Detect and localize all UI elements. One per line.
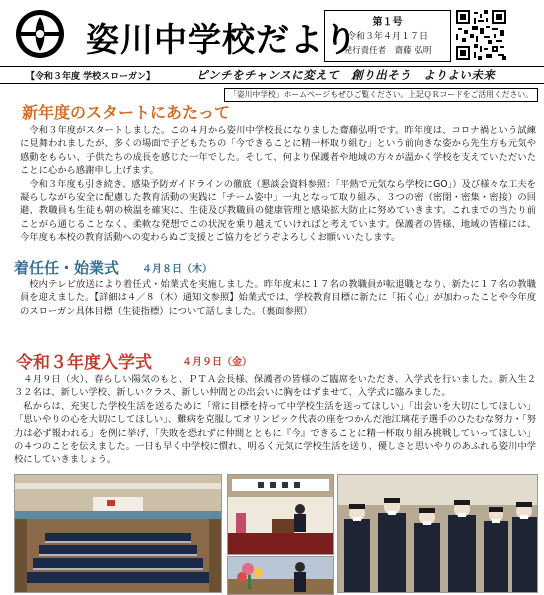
issue-date: 令和３年４月１７日 <box>346 32 428 42</box>
section-heading-entrance: 令和３年度入学式 <box>16 353 152 373</box>
issue-number: 第１号 <box>372 17 403 28</box>
flowers-photo-icon <box>227 556 334 595</box>
homepage-note-text: 「姿川中学校」ホームページもぜひご覧ください。上記ＱＲコードをご活用ください。 <box>229 90 533 99</box>
homepage-note <box>224 88 538 102</box>
issue-info-box <box>324 10 451 62</box>
school-crest-icon <box>14 8 66 60</box>
gym-ceremony-photo-icon <box>14 474 222 593</box>
newsletter-title: 姿川中学校だより <box>86 20 358 59</box>
slogan-label: 【令和３年度 学校スローガン】 <box>26 72 155 82</box>
section-date-entrance: ４月９日（金） <box>182 357 252 368</box>
section-body-entrance <box>14 373 536 467</box>
students-photo-icon <box>337 474 538 593</box>
paragraph: 令和３年度がスタートしました。この４月から姿川中学校長になりました齋藤弘明です。昨年度は、コロナ禍という試練に見舞われましたが、多くの場面で子どもたちの「今できることに精一杯取り組む」という前向きな姿から先生方も元気や感動をもらい、子供たちの成長を感じた一年でした。そして、何より保護者や地域の方々が温かく学校を支えていただいたことに心から感謝申し上げます。 <box>20 125 536 177</box>
section-body-ceremony <box>20 278 536 318</box>
paragraph: 校内テレビ放送により着任式・始業式を実施しました。昨年度末に１７名の教職員が転退職となり、新たに１７名の教職員を迎えました。【詳細は４／８（木）通知文参照】始業式では、学校教育目標に新たに「拓く心」が加わったことや今年度のスローガン具体目標（生徒指標）について話しました。（裏面参照） <box>20 279 536 317</box>
slogan-text: ピンチをチャンスに変えて 創り出そう よりよい未来 <box>196 68 496 82</box>
qr-code-icon[interactable] <box>456 10 506 60</box>
paragraph: 私からは、充実した学校生活を送るために「常に目標を持って中学校生活を送ってほしい」「出会いを大切にしてほしい」「思いやりの心を大切にしてほしい」、難病を克服してオリンピック代表の座をつかんだ池江璃花子選手のひたむな努力・「努力は必ず報われる」を例に挙げ、「失敗を恐れずに仲間とともに『今』できることに精一杯取り組み挑戦していってほしい」の４つのことを伝えました。一日も早く中学校に慣れ、明るく元気に学校生活を送り、優しさと思いやりのあふれる姿川中学校にしていきましょう。 <box>14 400 536 466</box>
section-heading-new-year: 新年度のスタートにあたって <box>22 103 231 122</box>
publisher: 発行責任者 齋藤 弘明 <box>343 46 432 56</box>
section-heading-ceremony: 着任任・始業式 <box>14 259 120 277</box>
stage-speech-photo-icon <box>227 474 334 555</box>
paragraph: ４月９日（火）、春らしい陽気のもと、ＰＴＡ会長様、保護者の皆様のご臨席をいただき、入学式を行いました。新入生２３２名は、新しい学校、新しいクラス、新しい仲間との出会いに胸をはずませて、入学式に臨みました。 <box>14 374 536 399</box>
section-body-new-year <box>20 124 536 245</box>
section-date-ceremony: ４月８日（木） <box>142 264 212 275</box>
paragraph: 令和３年度も引き続き、感染予防ガイドラインの徹底（懇談会資料参照：「平熱で元気なら学校にGO」）及び様々な工夫を凝らしながら安全に配慮した教育活動の実践に「チーム姿中」一丸となって取り組み、３つの密（密閉・密集・密接）の回避、教職員も生徒も朝の検温を確実に、生徒及び教職員の健康管理と感染拡大防止に努めていきます。これまでの当たり前ことがら通じることなく、柔軟な発想でこの状況を乗り越えていければと考えています。保護者の皆様、地域の皆様には、今年度も本校の教育活動への変わらぬご支援とご協力をどうぞよろしくお願いいたします。 <box>20 178 536 244</box>
